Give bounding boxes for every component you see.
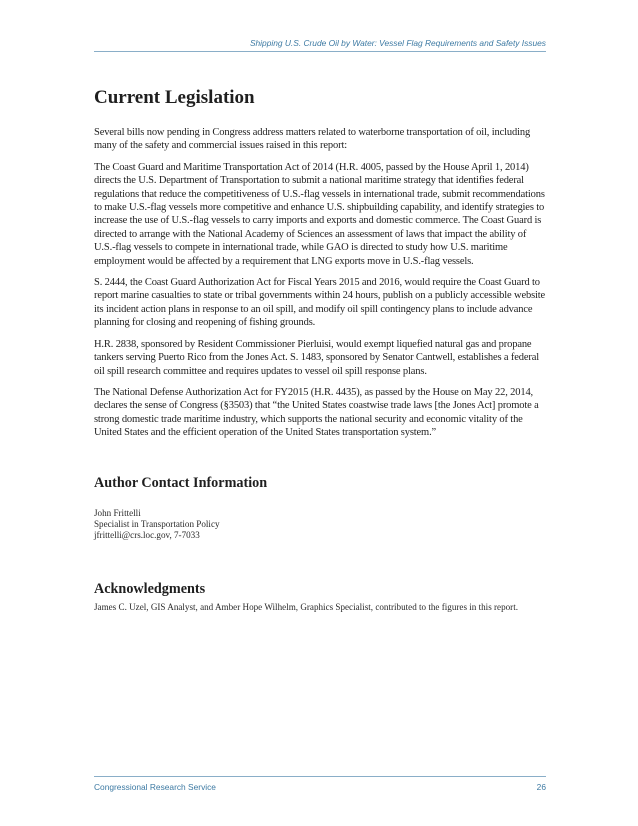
acknowledgments-section bbox=[94, 580, 546, 613]
acknowledgments-text: James C. Uzel, GIS Analyst, and Amber Hope Wilhelm, Graphics Specialist, contributed to the figures in this report. bbox=[94, 601, 519, 612]
acknowledgments-title: Acknowledgments bbox=[94, 580, 206, 597]
section-title: Current Legislation bbox=[94, 87, 255, 108]
author-name: John Frittelli bbox=[94, 507, 141, 518]
paragraph-hr4005: The Coast Guard and Maritime Transportation Act of 2014 (H.R. 4005, passed by the House April 1, 2014) directs the U.S. Department of Transportation to submit a national maritime strategy that identifies federal regulations that reduce the competitiveness of U.S.-flag vessels in international trade, submit recommendations to make U.S.-flag vessels more competitive and enhance U.S. shipbuilding capability, and identify strategies to increase the use of U.S.-flag vessels to carry imports and exports and domestic commerce. The Coast Guard is directed to arrange with the National Academy of Sciences an assessment of laws that impact the ability of U.S.-flag vessels to compete in international trade, while GAO is directed to study how U.S. maritime employment would be affected by a requirement that LNG exports move in U.S.-flag vessels. bbox=[94, 161, 545, 267]
author-role: Specialist in Transportation Policy bbox=[94, 518, 220, 529]
author-contact-section bbox=[94, 474, 546, 542]
author-contact-title: Author Contact Information bbox=[94, 474, 268, 491]
running-header: Shipping U.S. Crude Oil by Water: Vessel Flag Requirements and Safety Issues bbox=[249, 38, 546, 48]
header-rule bbox=[94, 51, 546, 52]
paragraph-intro: Several bills now pending in Congress address matters related to waterborne transportation of oil, including many of the safety and commercial issues raised in this report: bbox=[94, 127, 531, 152]
page-number: 26 bbox=[536, 782, 546, 792]
current-legislation-section bbox=[94, 86, 546, 440]
paragraph-hr2838: H.R. 2838, sponsored by Resident Commissioner Pierluisi, would exempt liquefied natural gas and propane tankers serving Puerto Rico from the Jones Act. S. 1483, sponsored by Senator Cantwell, establishes a federal oil spill research committee and requires updates to vessel oil spill response plans. bbox=[94, 338, 539, 377]
author-contact-details: jfrittelli@crs.loc.gov, 7-7033 bbox=[94, 530, 200, 541]
footer-rule bbox=[94, 776, 546, 777]
page-content bbox=[94, 86, 546, 613]
paragraph-hr4435: The National Defense Authorization Act for FY2015 (H.R. 4435), as passed by the House on May 22, 2014, declares the sense of Congress (§3503) that “the United States coastwise trade laws [the Jones Act] promote a strong domestic trade maritime industry, which supports the national security and economic vitality of the United States and the efficient operation of the United States transportation system.” bbox=[94, 386, 539, 439]
footer-organization: Congressional Research Service bbox=[94, 782, 216, 792]
paragraph-s2444: S. 2444, the Coast Guard Authorization Act for Fiscal Years 2015 and 2016, would require the Coast Guard to report marine casualties to state or tribal governments within 24 hours, publish on a publicly accessible website its incident action plans in response to an oil spill, and modify oil spill contingency plans to include advance planning for closing and reopening of fishing grounds. bbox=[94, 277, 546, 329]
